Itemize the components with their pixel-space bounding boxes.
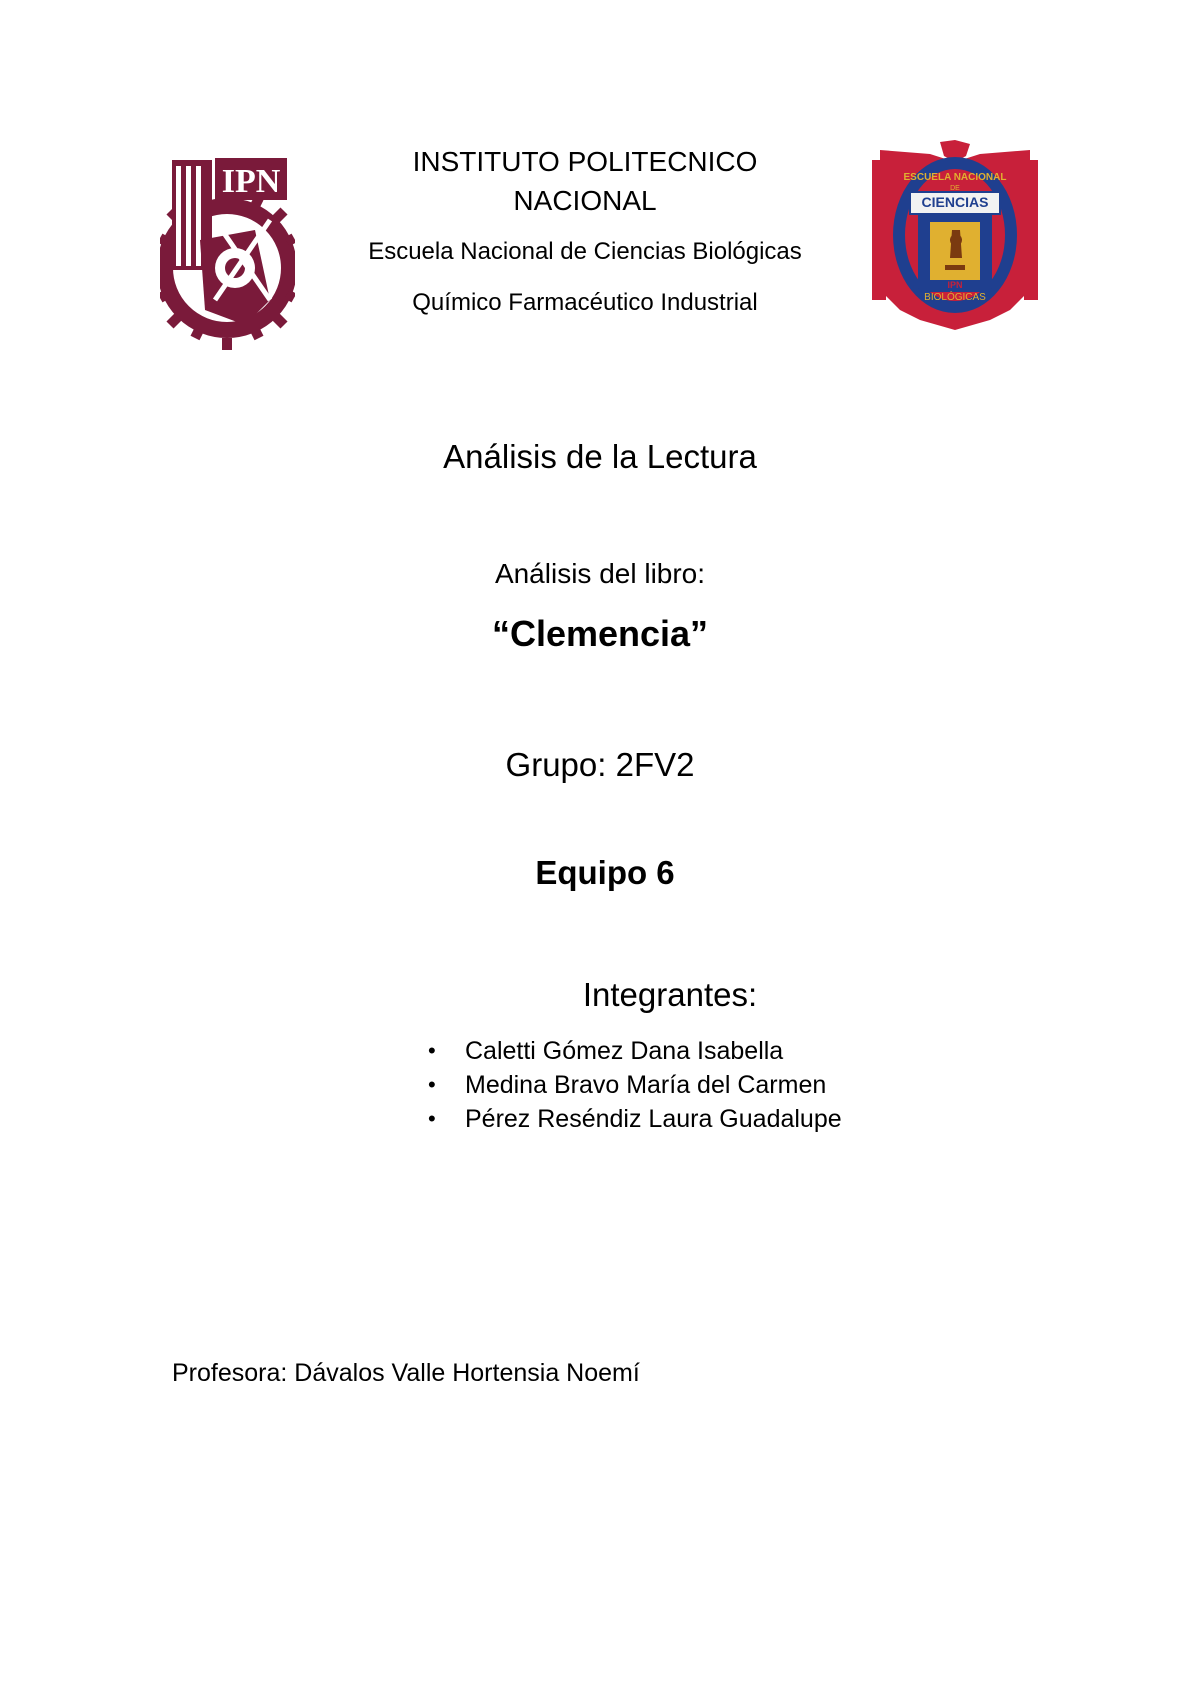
encb-emblem-bottom-text: BIOLÓGICAS [924, 292, 986, 303]
encb-emblem-ipn-text: IPN [947, 280, 963, 290]
encb-emblem-graphic [870, 140, 1040, 340]
list-item [425, 1102, 842, 1136]
ipn-logo-text: IPN [221, 163, 281, 200]
encb-emblem-de-text: DE [950, 185, 960, 192]
ipn-logo [160, 150, 295, 350]
institution-name-line1: INSTITUTO POLITECNICO [412, 146, 758, 177]
book-label: Análisis del libro: [494, 558, 706, 589]
bullet-icon: • [428, 1038, 436, 1063]
school-name: Escuela Nacional de Ciencias Biológicas [368, 238, 802, 265]
book-name: “Clemencia” [491, 613, 709, 654]
list-item [425, 1034, 842, 1068]
encb-emblem-top-text: ESCUELA NACIONAL [903, 172, 1007, 183]
encb-emblem-main-text: CIENCIAS [921, 194, 989, 210]
institution-name-line2: NACIONAL [513, 185, 657, 216]
career-name: Químico Farmacéutico Industrial [412, 289, 758, 316]
encb-emblem [870, 140, 1040, 340]
bullet-icon: • [428, 1106, 436, 1131]
team-label: Equipo 6 [535, 854, 675, 891]
member-name: Pérez Reséndiz Laura Guadalupe [465, 1105, 842, 1133]
group-label: Grupo: 2FV2 [505, 746, 695, 783]
bullet-icon: • [428, 1072, 436, 1097]
members-heading: Integrantes: [582, 976, 758, 1013]
teacher-name: Profesora: Dávalos Valle Hortensia Noemí [172, 1359, 640, 1387]
list-item [425, 1068, 842, 1102]
member-name: Medina Bravo María del Carmen [465, 1071, 827, 1099]
members-list [425, 1034, 842, 1136]
document-title: Análisis de la Lectura [443, 438, 757, 475]
member-name: Caletti Gómez Dana Isabella [465, 1037, 784, 1065]
ipn-logo-graphic [160, 150, 295, 350]
